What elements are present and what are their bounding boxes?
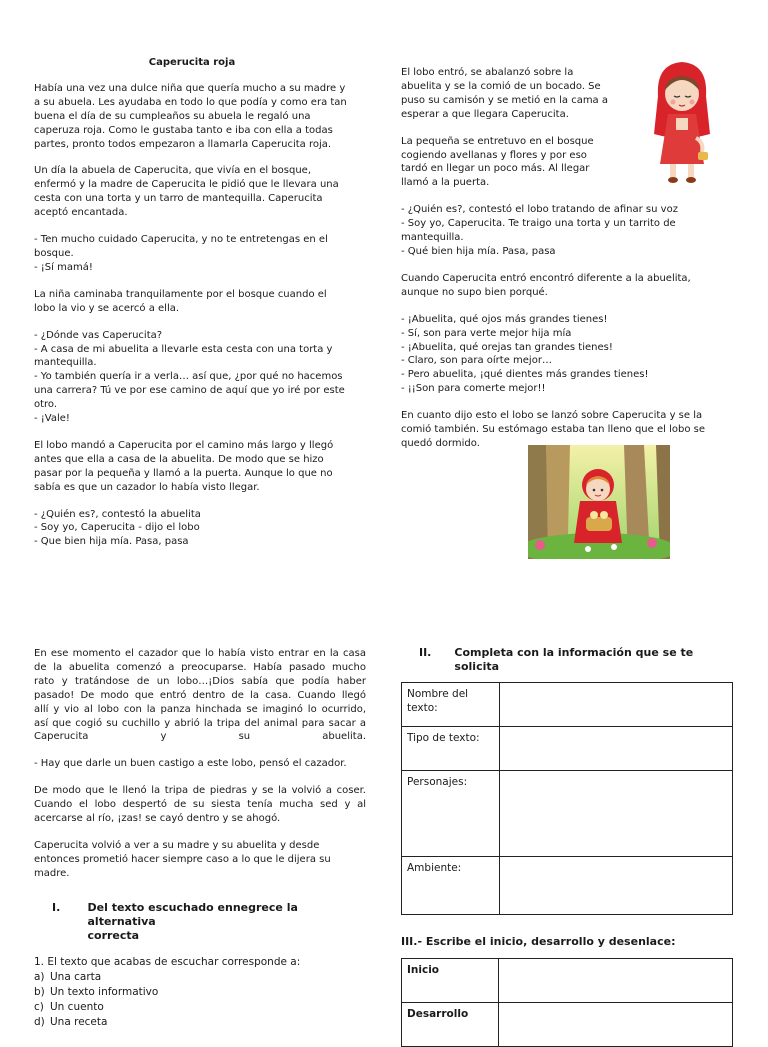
story-part-label: Inicio [402,959,499,1003]
text-line: - ¿Quién es?, contestó la abuelita [34,508,201,520]
text-line: lobo la vio y se acercó a ella. [34,302,180,314]
table-row [402,857,733,915]
text-line: mantequilla. [401,232,464,244]
option-b[interactable] [34,985,366,1000]
option-text: Un texto informativo [50,985,159,998]
text-line: partes, pronto todos empezaron a llamarla Caperucita roja. [34,138,332,150]
text-line: Caperucita volvió a ver a su madre y su abuelita y desde [34,839,320,851]
text-line: antes que ella a casa de la abuelita. De modo que se hizo [34,453,324,465]
text-line: buena el día de su cumpleaños su abuela le regaló una [34,110,311,122]
story-paragraph [34,288,350,316]
text-line: - A casa de mi abuelita a llevarle esta cesta con una torta y [34,343,333,355]
option-a[interactable] [34,970,366,985]
text-line: otro. [34,399,58,411]
text-line: caperuza roja. Como le gustaba tanto e iba con ella a todas [34,124,333,136]
section-one [34,901,366,1030]
text-line: - Sí, son para verte mejor hija mía [401,327,572,339]
text-line: - ¡Sí mamá! [34,261,93,273]
info-answer-cell[interactable] [500,857,733,915]
text-line: madre. [34,867,70,879]
text-line: - ¡Vale! [34,413,70,425]
text-line: una carrera? Tú ve por ese camino de aquí que yo iré por este [34,385,345,397]
info-label: Personajes: [402,771,500,857]
story-paragraphs-bottom [34,647,366,881]
story-paragraph [34,439,350,495]
section-one-heading-line: correcta [87,928,140,942]
story-part-label: Desarrollo [402,1003,499,1047]
story-paragraph [34,329,350,426]
story-left-column [34,56,350,562]
option-text: Un cuento [50,1000,104,1013]
text-line: esperar a que llegara Caperucita. [401,108,569,120]
story-paragraph [34,508,350,550]
text-line: acercarse al río, ¡zas! se cayó dentro y se ahogó. [34,813,281,825]
table-row [402,1003,733,1047]
text-line: El lobo entró, se abalanzó sobre la [401,67,574,78]
option-key: d) [34,1015,45,1028]
story-title: Caperucita roja [148,57,236,68]
text-line: entonces prometió hacer siempre caso a lo que le dijera su [34,853,331,865]
text-line: Un día la abuela de Caperucita, que vivía en el bosque, [34,165,312,177]
text-line: - ¡¡Son para comerte mejor!! [401,383,546,395]
info-label: Nombre del texto: [402,683,500,727]
story-paragraphs-left [34,82,350,549]
story-paragraph [34,757,366,771]
story-paragraph [401,272,733,300]
table-row [402,771,733,857]
text-line: aceptó encantada. [34,207,128,219]
text-line: cogiendo avellanas y flores y por eso [401,149,587,161]
text-line: abuelita y se la comió de un bocado. Se [401,80,601,92]
text-line: - ¡Abuelita, qué orejas tan grandes tienes! [401,341,613,353]
text-line: En ese momento el cazador que lo había visto entrar en la casa [34,648,366,659]
text-line: - Qué bien hija mía. Pasa, pasa [401,245,556,257]
table-row [402,683,733,727]
option-d[interactable] [34,1015,366,1030]
forest-scene-illustration [528,445,670,559]
text-line: bosque. [34,247,74,259]
answer-options [34,970,366,1030]
section-one-heading [34,901,366,943]
text-line: pasar por la pequeña y llamó a la puerta. Aunque lo que no [34,467,333,479]
option-key: a) [34,970,45,983]
text-line: puso su camisón y se metió en la cama a [401,94,608,106]
section-two-heading [401,646,737,674]
info-label: Ambiente: [402,857,500,915]
text-line: - ¿Quién es?, contestó el lobo tratando de afinar su voz [401,204,678,216]
text-line: de la abuelita comenzó a preocuparse. Había pasado mucho [34,661,366,673]
text-line: mantequilla. [34,357,97,369]
table-row [402,727,733,771]
option-text: Una receta [50,1015,108,1028]
option-c[interactable] [34,1000,366,1015]
worksheet-right-column [401,646,737,1047]
text-line: Había una vez una dulce niña que quería mucho a su madre y [34,82,346,94]
text-line: a su abuela. Les ayudaba en todo lo que podía y como era tan [34,96,347,108]
section-one-heading-line: Del texto escuchado ennegrece la alternativa [87,900,302,928]
story-paragraph [34,164,350,220]
text-line: La niña caminaba tranquilamente por el bosque cuando el [34,288,327,300]
text-line: - Claro, son para oírte mejor… [401,355,552,367]
option-key: b) [34,985,45,998]
text-line: llamó a la puerta. [401,177,490,189]
text-line: Cuando el lobo despertó de su siesta tenía mucha sed y al [34,799,366,811]
text-line: enfermó y la madre de Caperucita le pidió que le llevara una [34,179,339,191]
story-part-answer-cell[interactable] [499,959,733,1003]
text-line: - Pero abuelita, ¡qué dientes más grandes tienes! [401,369,649,381]
text-line: De modo que le llenó la tripa de piedras y se la volvió a coser. [34,785,366,797]
story-continuation-column [34,647,366,1030]
text-line: Cuando Caperucita entró encontró diferente a la abuelita, [401,272,691,284]
text-line: rato y tratándose de un lobo…¡Dios sabía que podía haber [34,675,366,687]
text-line: - Que bien hija mía. Pasa, pasa [34,536,189,548]
info-answer-cell[interactable] [500,727,733,771]
text-line: - Yo también quería ir a verla… así que, ¿por qué no hacemos [34,371,343,383]
question-one: 1. El texto que acabas de escuchar corresponde a: [34,955,301,968]
text-line: allí y vio al lobo con la panza hinchada se imaginó lo ocurrido, [34,703,366,715]
info-answer-cell[interactable] [500,683,733,727]
info-table [401,682,733,915]
text-line: La pequeña se entretuvo en el bosque [401,135,594,147]
section-two-number: II. [419,646,432,659]
text-line: comió también. Su estómago estaba tan lleno que el lobo se [401,424,705,436]
text-line: pasado! De modo que entró dentro de la casa. Cuando llegó [34,689,366,701]
story-parts-table [401,958,733,1047]
text-line: En cuanto dijo esto el lobo se lanzó sobre Caperucita y se la [401,410,703,422]
text-line: tardó en llegar un poco más. Al llegar [401,163,590,175]
option-key: c) [34,1000,44,1013]
text-line: - ¿Dónde vas Caperucita? [34,329,163,341]
text-line: - Hay que darle un buen castigo a este lobo, pensó el cazador. [34,758,347,770]
story-paragraph [34,839,366,881]
story-paragraph [34,784,366,826]
text-line: - Soy yo, Caperucita. Te traigo una torta y un tarrito de [401,218,676,230]
text-line: aunque no supo bien porqué. [401,286,548,298]
section-one-number: I. [52,900,61,914]
text-line: así que cogió su cuchillo y abrió la tripa del animal para sacar a [34,717,366,729]
section-two-title: Completa con la información que se te solicita [454,646,694,673]
story-paragraph [34,647,366,744]
story-part-answer-cell[interactable] [499,1003,733,1047]
table-row [402,959,733,1003]
info-label: Tipo de texto: [402,727,500,771]
text-line: quedó dormido. [401,437,480,449]
story-paragraph [34,233,350,275]
little-red-riding-hood-illustration [646,56,718,186]
option-text: Una carta [50,970,102,983]
story-paragraph [401,203,733,259]
text-line: cesta con una torta y un tarro de mantequilla. Caperucita [34,193,323,205]
text-line: - Soy yo, Caperucita - dijo el lobo [34,522,200,534]
story-paragraph [401,313,733,396]
text-line: El lobo mandó a Caperucita por el camino más largo y llegó [34,439,334,451]
section-three-heading: III.- Escribe el inicio, desarrollo y desenlace: [401,935,676,948]
info-answer-cell[interactable] [500,771,733,857]
text-line: - Ten mucho cuidado Caperucita, y no te entretengas en el [34,234,328,246]
text-line: Caperucita y su abuelita. [34,731,366,743]
text-line: sabía es que un cazador lo había visto llegar. [34,481,260,493]
story-paragraph [34,82,350,152]
text-line: - ¡Abuelita, qué ojos más grandes tienes! [401,313,608,325]
